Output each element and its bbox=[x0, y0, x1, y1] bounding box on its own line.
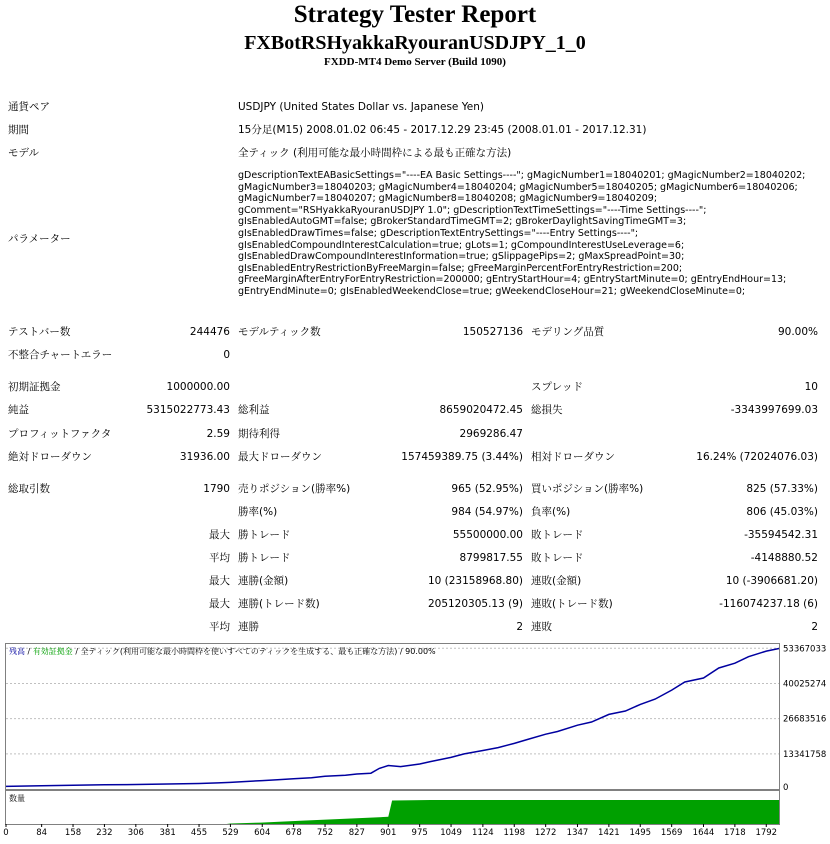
params-line: gIsEnabledDrawCompoundInterestInformation=true; gSlippagePips=2; gMaxSpreadPoint=30; bbox=[238, 251, 685, 263]
max-dd-label: 最大ドローダウン bbox=[238, 451, 322, 463]
x-tick-label: 0 bbox=[3, 828, 9, 838]
legend-balance: 残高 bbox=[9, 647, 25, 656]
x-tick-label: 604 bbox=[254, 828, 271, 838]
avg-loss-label: 敗トレード bbox=[531, 552, 584, 564]
win-rate-label: 勝率(%) bbox=[238, 506, 278, 518]
avg-win-value: 8799817.55 bbox=[459, 552, 523, 564]
avg-loss-value: -4148880.52 bbox=[750, 552, 818, 564]
loss-rate-value: 806 (45.03%) bbox=[746, 506, 818, 518]
y-tick-label: 13341758 bbox=[783, 749, 827, 760]
x-tick-label: 1124 bbox=[472, 828, 494, 838]
x-tick-label: 1421 bbox=[598, 828, 620, 838]
x-tick-label: 158 bbox=[64, 828, 82, 838]
short-label: 売りポジション(勝率%) bbox=[238, 483, 351, 495]
legend-model: 全ティック(利用可能な最小時間枠を使いすべてのティックを生成する、最も正確な方法) / 90.00% bbox=[80, 647, 436, 656]
max-consec-losses-label: 連敗(金額) bbox=[531, 575, 582, 587]
x-tick-label: 827 bbox=[348, 828, 365, 838]
largest-loss-label: 敗トレード bbox=[531, 529, 584, 541]
avg2-label: 平均 bbox=[209, 621, 230, 633]
pf-label: プロフィットファクタ bbox=[8, 428, 112, 440]
expected-value: 2969286.47 bbox=[459, 428, 523, 440]
max-consec-losses-value: 10 (-3906681.20) bbox=[725, 575, 818, 587]
params-line: gIsEnabledDrawTimes=false; gDescriptionTextEntrySettings="----Entry Settings----"; bbox=[238, 227, 639, 239]
params-line: gIsEnabledCompoundInterestCalculation=true; gLots=1; gCompoundInterestUseLeverage=6; bbox=[238, 239, 685, 251]
legend-sep2: / bbox=[72, 647, 81, 656]
x-tick-label: 529 bbox=[222, 828, 239, 838]
long-value: 825 (57.33%) bbox=[746, 483, 818, 495]
ticks-value: 150527136 bbox=[462, 326, 523, 338]
y-tick-label: 40025274 bbox=[783, 679, 827, 690]
avg-consec-losses-value: 2 bbox=[811, 621, 818, 633]
quality-value: 90.00% bbox=[777, 326, 818, 338]
x-tick-label: 1198 bbox=[503, 828, 526, 838]
server-name: FXDD-MT4 Demo Server (Build 1090) bbox=[324, 56, 506, 68]
y-tick-label: 26683516 bbox=[783, 714, 827, 725]
params-line: gDescriptionTextEABasicSettings="----EA Basic Settings----"; gMagicNumber1=18040201; gMagicNumber2=18040202; bbox=[238, 170, 806, 181]
rel-dd-value: 16.24% (72024076.03) bbox=[696, 451, 818, 463]
legend-text bbox=[9, 646, 436, 656]
params-line: gIsEnabledAutoGMT=false; gBrokerStandardTimeGMT=2; gBrokerDaylightSavingTimeGMT=3; bbox=[238, 216, 687, 228]
largest-win-value: 55500000.00 bbox=[452, 529, 523, 541]
y-axis-labels bbox=[783, 644, 826, 793]
bars-value: 244476 bbox=[189, 326, 230, 338]
x-tick-label: 381 bbox=[159, 828, 176, 838]
legend-equity: 有効証拠金 bbox=[32, 647, 73, 656]
expected-label: 期待利得 bbox=[238, 428, 280, 440]
abs-dd-value: 31936.00 bbox=[179, 451, 230, 463]
avg-win-label: 勝トレード bbox=[238, 552, 291, 564]
max-consec-wins-label: 連勝(金額) bbox=[238, 575, 289, 587]
report-title: Strategy Tester Report bbox=[293, 1, 537, 28]
params-line: gIsEnabledEntryRestrictionByFreeMargin=false; gFreeMarginPercentForEntryRestriction=200; bbox=[238, 262, 683, 274]
params-line: gComment="RSHyakkaRyouranUSDJPY 1.0"; gDescriptionTextTimeSettings="----Time Settings----"; bbox=[238, 204, 707, 216]
win-rate-value: 984 (54.97%) bbox=[451, 506, 523, 518]
max-consec-wins-value: 10 (23158968.80) bbox=[427, 575, 523, 587]
params-line: gMagicNumber3=18040203; gMagicNumber4=18040204; gMagicNumber5=18040205; gMagicNumber6=18040206; bbox=[238, 181, 798, 193]
x-tick-label: 1718 bbox=[724, 828, 746, 838]
x-tick-label: 232 bbox=[96, 828, 113, 838]
short-value: 965 (52.95%) bbox=[451, 483, 523, 495]
max-consec-loss-value: -116074237.18 (6) bbox=[719, 598, 818, 610]
params-value bbox=[238, 170, 805, 298]
mismatch-value: 0 bbox=[223, 349, 230, 361]
largest-loss-value: -35594542.31 bbox=[744, 529, 818, 541]
spread-label: スプレッド bbox=[531, 381, 583, 393]
params-line: gEntryEndMinute=0; gIsEnabledWeekendClose=true; gWeekendCloseHour=21; gWeekendCloseMinute=0; bbox=[238, 285, 746, 297]
spread-value: 10 bbox=[804, 381, 818, 393]
x-tick-label: 1272 bbox=[534, 828, 557, 838]
avg-consec-wins-label: 連勝 bbox=[238, 621, 259, 633]
average-label: 平均 bbox=[209, 552, 230, 564]
x-tick-label: 1049 bbox=[440, 828, 462, 838]
max-dd-value: 157459389.75 (3.44%) bbox=[401, 451, 523, 463]
symbol-value: USDJPY (United States Dollar vs. Japanese Yen) bbox=[238, 101, 484, 113]
max2-label: 最大 bbox=[209, 598, 230, 610]
long-label: 買いポジション(勝率%) bbox=[531, 483, 644, 495]
expert-name: FXBotRSHyakkaRyouranUSDJPY_1_0 bbox=[244, 32, 586, 54]
x-tick-label: 1792 bbox=[755, 828, 778, 838]
largest-win-label: 勝トレード bbox=[238, 529, 291, 541]
period-value: 15分足(M15) 2008.01.02 06:45 - 2017.12.29 23:45 (2008.01.01 - 2017.12.31) bbox=[238, 124, 647, 136]
params-line: gMagicNumber7=18040207; gMagicNumber8=18040208; gMagicNumber9=18040209; bbox=[238, 193, 658, 205]
x-tick-label: 901 bbox=[380, 828, 397, 838]
chart-frame bbox=[6, 644, 780, 790]
gross-loss-value: -3343997699.03 bbox=[730, 404, 818, 416]
total-trades-value: 1790 bbox=[203, 483, 230, 495]
mismatch-label: 不整合チャートエラー bbox=[8, 349, 113, 361]
x-tick-label: 752 bbox=[316, 828, 334, 838]
model-label: モデル bbox=[8, 147, 39, 159]
x-tick-label: 975 bbox=[411, 828, 428, 838]
abs-dd-label: 絶対ドローダウン bbox=[8, 451, 92, 463]
symbol-label: 通貨ペア bbox=[8, 101, 50, 113]
avg-consec-wins-value: 2 bbox=[516, 621, 523, 633]
params-line: gFreeMarginAfterEntryForEntryRestriction=200000; gEntryStartHour=4; gEntryStartMinute=0; gEntryEndHour=13; bbox=[238, 274, 787, 286]
gross-profit-label: 総利益 bbox=[238, 404, 270, 416]
x-tick-label: 1569 bbox=[660, 828, 683, 838]
max-consec-profit-value: 205120305.13 (9) bbox=[427, 598, 523, 610]
total-trades-label: 総取引数 bbox=[8, 483, 50, 495]
avg-consec-losses-label: 連敗 bbox=[531, 621, 552, 633]
pf-value: 2.59 bbox=[206, 428, 230, 440]
y-tick-label: 0 bbox=[783, 783, 789, 793]
deposit-value: 1000000.00 bbox=[166, 381, 230, 393]
max-label: 最大 bbox=[209, 575, 230, 587]
x-tick-label: 1495 bbox=[629, 828, 652, 838]
gross-loss-label: 総損失 bbox=[531, 404, 563, 416]
x-tick-label: 1347 bbox=[566, 828, 589, 838]
x-tick-label: 455 bbox=[190, 828, 208, 838]
legend-sep1: / bbox=[25, 647, 33, 656]
net-profit-label: 純益 bbox=[8, 404, 29, 416]
model-value: 全ティック (利用可能な最小時間枠による最も正確な方法) bbox=[238, 147, 512, 159]
volume-label: 数量 bbox=[9, 794, 25, 803]
gross-profit-value: 8659020472.45 bbox=[439, 404, 523, 416]
x-tick-label: 84 bbox=[36, 828, 48, 838]
balance-chart bbox=[0, 640, 830, 840]
deposit-label: 初期証拠金 bbox=[8, 381, 61, 393]
params-label: パラメーター bbox=[8, 233, 71, 245]
period-label: 期間 bbox=[8, 124, 29, 136]
max-consec-loss-label: 連敗(トレード数) bbox=[531, 598, 613, 610]
x-tick-label: 678 bbox=[285, 828, 302, 838]
net-profit-value: 5315022773.43 bbox=[146, 404, 230, 416]
ticks-label: モデルティック数 bbox=[238, 326, 321, 338]
bars-label: テストバー数 bbox=[8, 326, 71, 338]
rel-dd-label: 相対ドローダウン bbox=[531, 451, 615, 463]
largest-label: 最大 bbox=[209, 529, 230, 541]
max-consec-profit-label: 連勝(トレード数) bbox=[238, 598, 320, 610]
loss-rate-label: 負率(%) bbox=[531, 506, 571, 518]
x-tick-label: 1644 bbox=[692, 828, 715, 838]
x-axis-labels bbox=[3, 824, 777, 838]
x-tick-label: 306 bbox=[127, 828, 144, 838]
quality-label: モデリング品質 bbox=[531, 326, 605, 338]
y-tick-label: 53367033 bbox=[783, 644, 827, 655]
